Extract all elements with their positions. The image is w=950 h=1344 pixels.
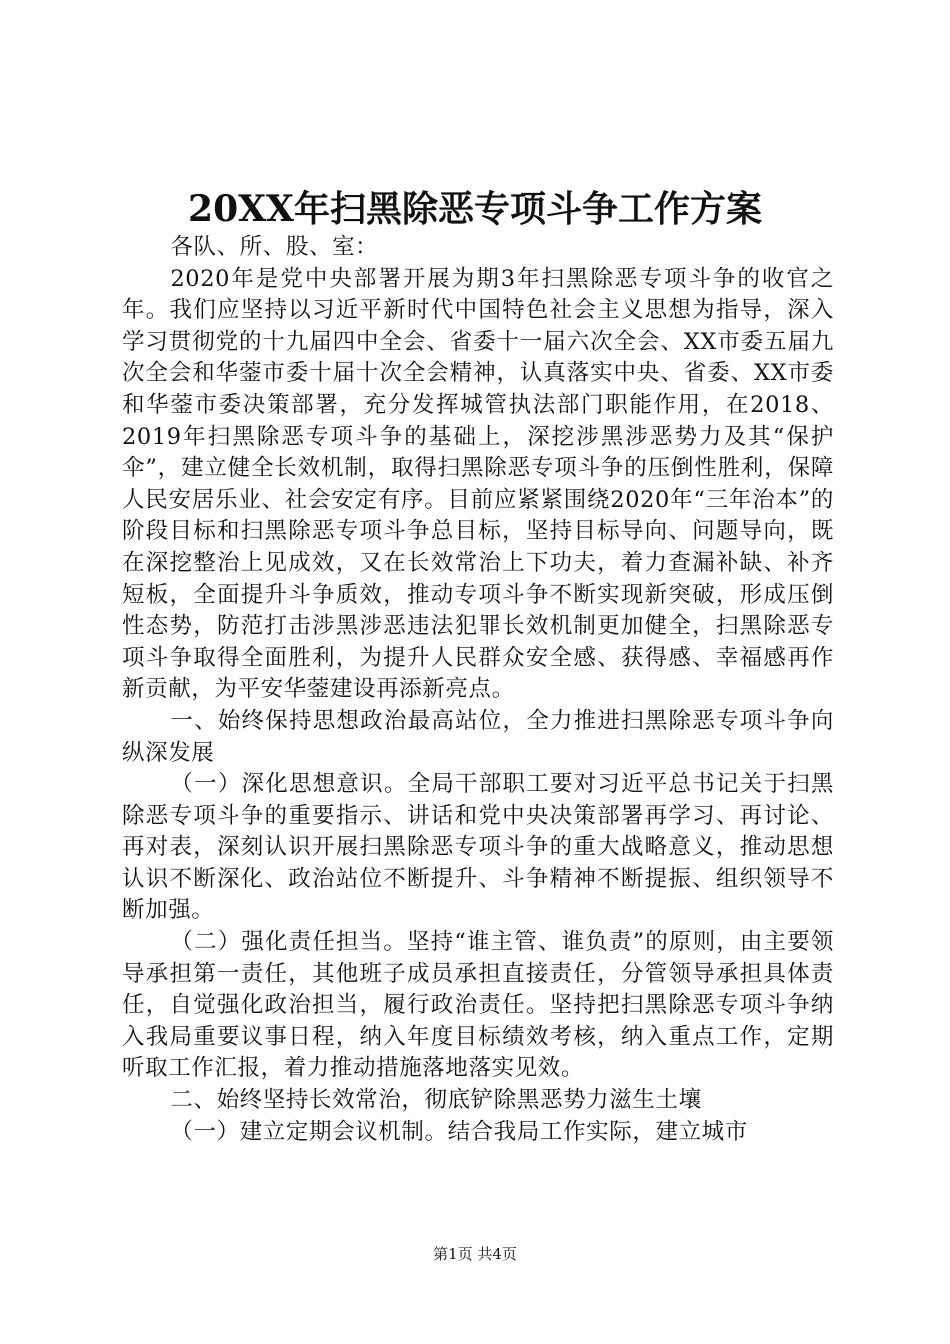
page-footer: 第1页 共4页	[433, 1245, 517, 1263]
section-heading-2: 二、始终坚持长效常治，彻底铲除黑恶势力滋生土壤	[170, 1087, 702, 1114]
section-heading-1: 一、始终保持思想政治最高站位，全力推进扫黑除恶专项斗争向纵深发展	[122, 707, 834, 766]
subsection-1-2: （二）强化责任担当。坚持“谁主管、谁负责”的原则，由主要领导承担第一责任，其他班子成员承担直接责任，分管领导承担具体责任，自觉强化政治担当，履行政治责任。坚持把扫黑除恶专项斗争纳入我局重要议事日程，纳入年度目标绩效考核，纳入重点工作，定期听取工作汇报，着力推动措施落地落实见效。	[122, 929, 834, 1082]
document-body	[122, 232, 834, 1148]
subsection-2-1: （一）建立定期会议机制。结合我局工作实际，建立城市	[170, 1118, 748, 1145]
salutation: 各队、所、股、室：	[170, 234, 379, 260]
document-title: 20XX年扫黑除恶专项斗争工作方案	[188, 188, 762, 230]
intro-paragraph: 2020年是党中央部署开展为期3年扫黑除恶专项斗争的收官之年。我们应坚持以习近平新时代中国特色社会主义思想为指导，深入学习贯彻党的十九届四中全会、省委十一届六次全会、XX市委五届九次全会和华蓥市委十届十次全会精神，认真落实中央、省委、XX市委和华蓥市委决策部署，充分发挥城管执法部门职能作用，在2018、2019年扫黑除恶专项斗争的基础上，深挖涉黑涉恶势力及其“保护伞”，建立健全长效机制，取得扫黑除恶专项斗争的压倒性胜利，保障人民安居乐业、社会安定有序。目前应紧紧围绕2020年“三年治本”的阶段目标和扫黑除恶专项斗争总目标，坚持目标导向、问题导向，既在深挖整治上见成效，又在长效常治上下功夫，着力查漏补缺、补齐短板，全面提升斗争质效，推动专项斗争不断实现新突破，形成压倒性态势，防范打击涉黑涉恶违法犯罪长效机制更加健全，扫黑除恶专项斗争取得全面胜利，为提升人民群众安全感、获得感、幸福感再作新贡献，为平安华蓥建设再添新亮点。	[122, 265, 834, 703]
subsection-1-1: （一）深化思想意识。全局干部职工要对习近平总书记关于扫黑除恶专项斗争的重要指示、讲话和党中央决策部署再学习、再讨论、再对表，深刻认识开展扫黑除恶专项斗争的重大战略意义，推动思想认识不断深化、政治站位不断提升、斗争精神不断提振、组织领导不断加强。	[122, 771, 834, 924]
